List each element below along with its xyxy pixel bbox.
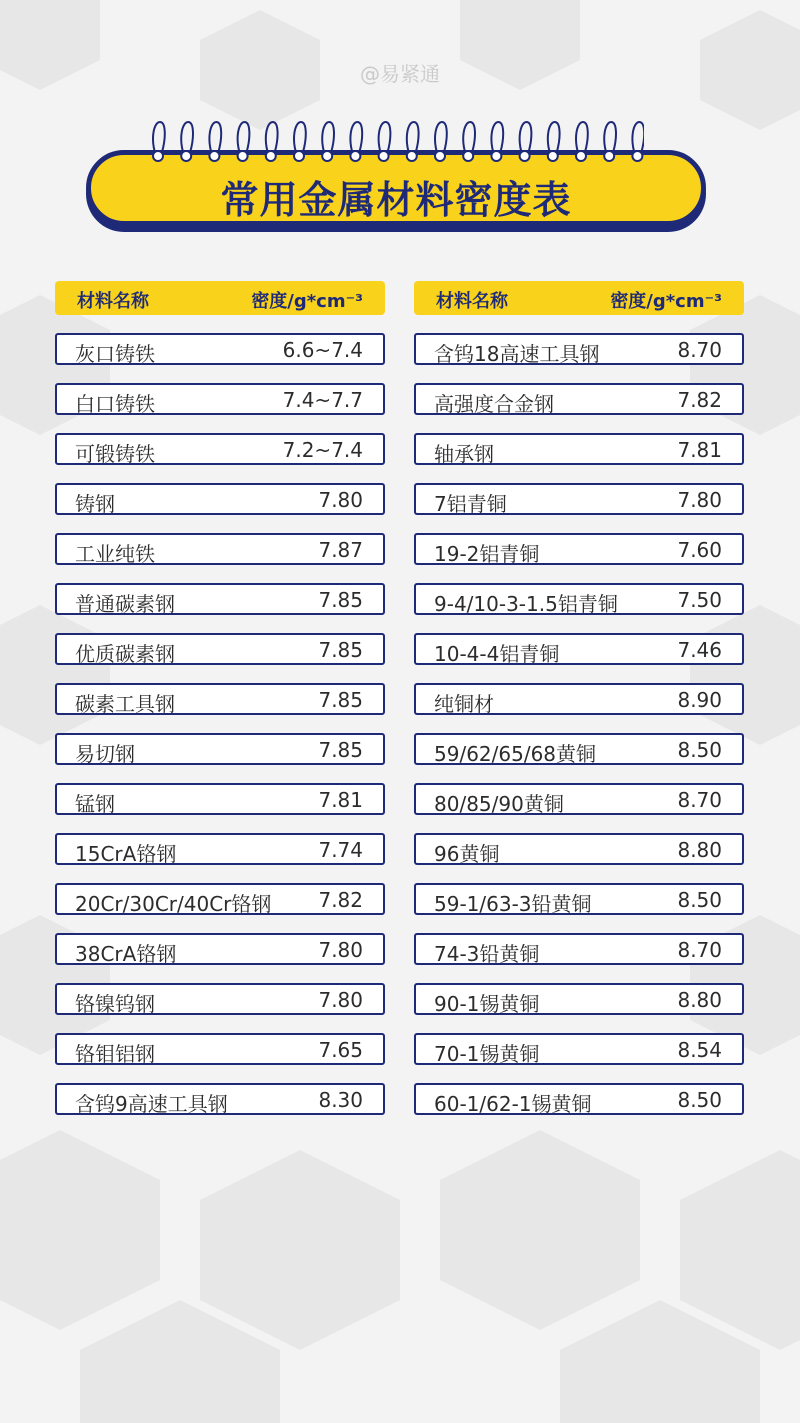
ring-hole (322, 151, 332, 161)
density-value: 7.46 (677, 638, 722, 662)
material-name: 含钨9高速工具钢 (75, 1092, 228, 1116)
material-name: 10-4-4铝青铜 (434, 642, 560, 666)
table-row (414, 533, 744, 565)
material-name: 74-3铅黄铜 (434, 942, 540, 966)
material-name: 60-1/62-1锡黄铜 (434, 1092, 592, 1116)
table-row (55, 933, 385, 965)
table-row (55, 383, 385, 415)
table-row (414, 833, 744, 865)
material-name: 90-1锡黄铜 (434, 992, 540, 1016)
density-value: 7.81 (677, 438, 722, 462)
right-table (414, 281, 744, 1133)
header-name-label: 材料名称 (436, 291, 508, 312)
ring-hole (294, 151, 304, 161)
density-value: 7.2~7.4 (282, 438, 363, 462)
density-value: 8.70 (677, 788, 722, 812)
table-row (414, 683, 744, 715)
density-value: 7.85 (318, 588, 363, 612)
material-name: 59-1/63-3铅黄铜 (434, 892, 592, 916)
table-row (55, 833, 385, 865)
table-row (414, 933, 744, 965)
ring-hole (209, 151, 219, 161)
table-row (414, 383, 744, 415)
table-row (55, 583, 385, 615)
table-row (414, 733, 744, 765)
material-name: 15CrA铬钢 (75, 842, 177, 866)
table-header-left (55, 281, 385, 315)
ring-hole (266, 151, 276, 161)
density-value: 7.60 (677, 538, 722, 562)
table-row (55, 683, 385, 715)
material-name: 铬钼铝钢 (75, 1042, 155, 1066)
right-rows (414, 333, 744, 1115)
material-name: 96黄铜 (434, 842, 500, 866)
density-value: 7.85 (318, 688, 363, 712)
ring-hole (435, 151, 445, 161)
density-value: 7.82 (677, 388, 722, 412)
header-name-label: 材料名称 (77, 291, 149, 312)
table-row (55, 1083, 385, 1115)
ring-hole (463, 151, 473, 161)
density-value: 8.80 (677, 988, 722, 1012)
header-density-label: 密度/g*cm⁻³ (251, 291, 363, 312)
ring-hole (350, 151, 360, 161)
density-value: 6.6~7.4 (282, 338, 363, 362)
ring-hole (520, 151, 530, 161)
material-name: 轴承钢 (434, 442, 494, 466)
ring-hole (491, 151, 501, 161)
density-value: 8.50 (677, 888, 722, 912)
material-name: 可锻铸铁 (75, 442, 155, 466)
table-row (55, 733, 385, 765)
material-name: 9-4/10-3-1.5铝青铜 (434, 592, 618, 616)
density-value: 7.85 (318, 638, 363, 662)
density-value: 7.82 (318, 888, 363, 912)
density-value: 7.81 (318, 788, 363, 812)
table-row (414, 433, 744, 465)
density-value: 7.4~7.7 (282, 388, 363, 412)
material-name: 易切钢 (75, 742, 135, 766)
table-row (414, 983, 744, 1015)
material-name: 高强度合金钢 (434, 392, 554, 416)
table-header-right (414, 281, 744, 315)
material-name: 优质碳素钢 (75, 642, 175, 666)
table-row (55, 1033, 385, 1065)
table-row (414, 633, 744, 665)
material-name: 7铝青铜 (434, 492, 507, 516)
density-value: 8.70 (677, 338, 722, 362)
ring-hole (632, 151, 642, 161)
table-row (55, 483, 385, 515)
left-rows (55, 333, 385, 1115)
material-name: 70-1锡黄铜 (434, 1042, 540, 1066)
table-row (414, 1033, 744, 1065)
density-value: 8.50 (677, 738, 722, 762)
ring-hole (576, 151, 586, 161)
density-value: 8.30 (318, 1088, 363, 1112)
table-row (414, 483, 744, 515)
density-value: 7.80 (677, 488, 722, 512)
notebook-rings (144, 118, 644, 166)
density-value: 8.90 (677, 688, 722, 712)
table-row (55, 633, 385, 665)
material-name: 59/62/65/68黄铜 (434, 742, 597, 766)
density-value: 7.65 (318, 1038, 363, 1062)
page-title: 常用金属材料密度表 (220, 178, 572, 222)
ring-hole (604, 151, 614, 161)
density-value: 7.80 (318, 938, 363, 962)
density-value: 8.70 (677, 938, 722, 962)
table-row (414, 1083, 744, 1115)
material-name: 碳素工具钢 (75, 692, 175, 716)
material-name: 20Cr/30Cr/40Cr铬钢 (75, 892, 272, 916)
density-value: 8.50 (677, 1088, 722, 1112)
table-row (55, 533, 385, 565)
material-name: 纯铜材 (434, 692, 494, 716)
material-name: 灰口铸铁 (75, 342, 155, 366)
table-row (414, 583, 744, 615)
left-table (55, 281, 385, 1133)
density-value: 7.87 (318, 538, 363, 562)
table-row (55, 783, 385, 815)
ring-hole (181, 151, 191, 161)
density-value: 7.74 (318, 838, 363, 862)
material-name: 含钨18高速工具钢 (434, 342, 600, 366)
density-value: 8.54 (677, 1038, 722, 1062)
table-row (55, 983, 385, 1015)
ring-hole (407, 151, 417, 161)
density-value: 7.80 (318, 988, 363, 1012)
material-name: 锰钢 (75, 792, 115, 816)
ring-hole (153, 151, 163, 161)
material-name: 普通碳素钢 (75, 592, 175, 616)
density-value: 7.50 (677, 588, 722, 612)
material-name: 19-2铝青铜 (434, 542, 540, 566)
table-row (414, 883, 744, 915)
table-row (55, 883, 385, 915)
material-name: 铬镍钨钢 (75, 992, 155, 1016)
density-value: 8.80 (677, 838, 722, 862)
ring-hole (238, 151, 248, 161)
material-name: 38CrA铬钢 (75, 942, 177, 966)
table-row (55, 433, 385, 465)
material-name: 白口铸铁 (75, 392, 155, 416)
material-name: 80/85/90黄铜 (434, 792, 564, 816)
ring-hole (379, 151, 389, 161)
density-value: 7.80 (318, 488, 363, 512)
material-name: 铸钢 (75, 492, 115, 516)
material-name: 工业纯铁 (75, 542, 155, 566)
table-row (55, 333, 385, 365)
watermark: @易紧通 (360, 62, 440, 86)
table-row (414, 783, 744, 815)
table-row (414, 333, 744, 365)
ring-hole (548, 151, 558, 161)
header-density-label: 密度/g*cm⁻³ (610, 291, 722, 312)
density-value: 7.85 (318, 738, 363, 762)
